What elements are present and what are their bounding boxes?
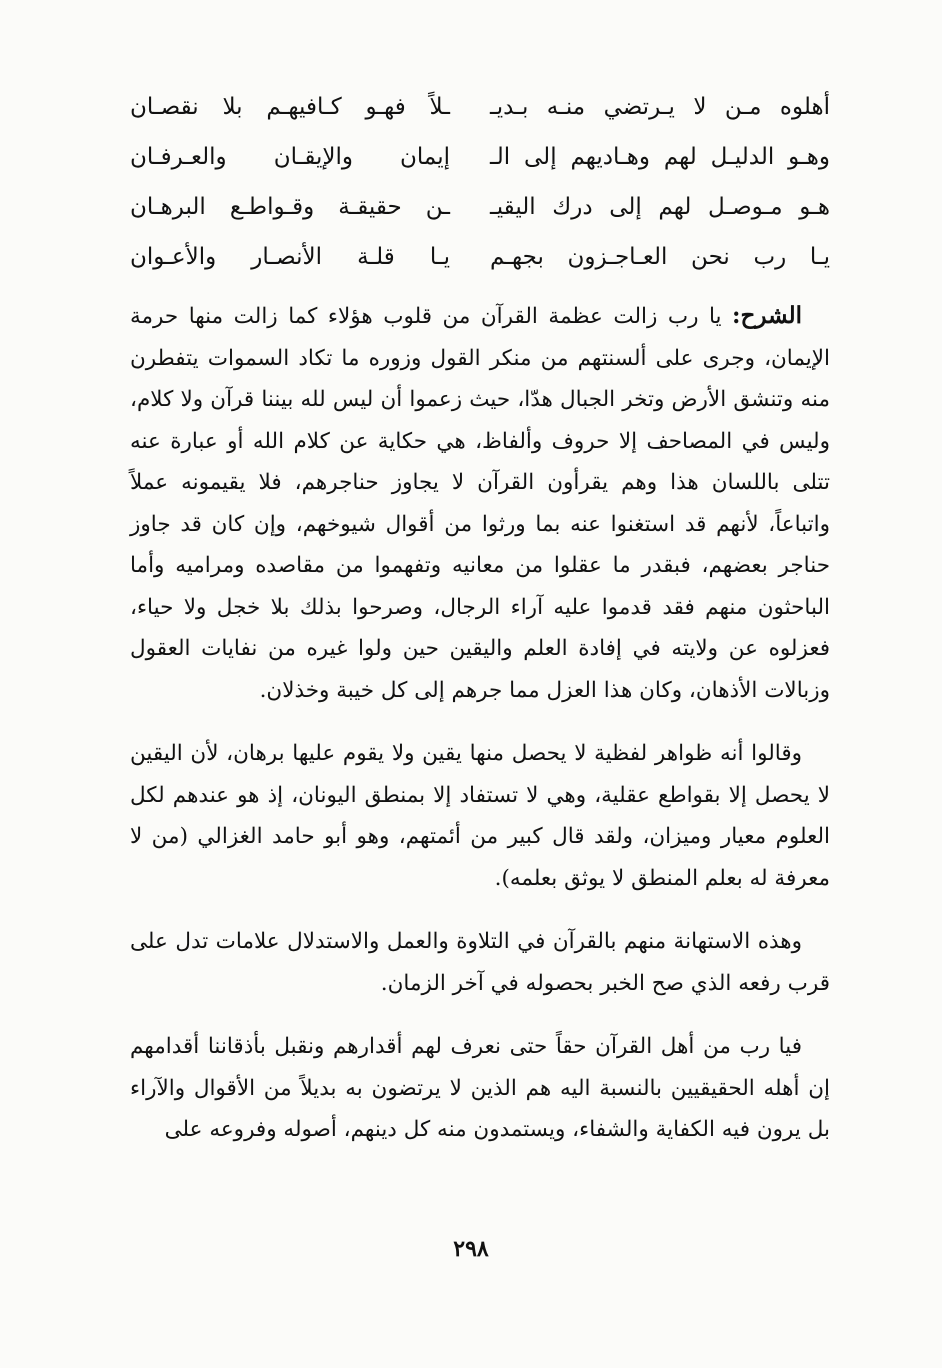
verse-first-hemistich: أهلوه مـن لا يـرتضي منـه بـديـ: [490, 94, 830, 120]
verse: [130, 82, 830, 132]
verse: [130, 232, 830, 282]
commentary-paragraph: [130, 295, 830, 711]
commentary-paragraph: وقالوا أنه ظواهر لفظية لا يحصل منها يقين ولا يقوم عليها برهان، لأن اليقين لا يحصل إلا بقواطع عقلية، وهي لا تستفاد إلا بمنطق اليونان، إذ هو عندهم لكل العلوم معيار وميزان، ولقد قال كبير من أئمتهم، وهو أبو حامد الغزالي (من لا معرفة له بعلم المنطق لا يوثق بعلمه).: [130, 741, 830, 891]
commentary-paragraph: وهذه الاستهانة منهم بالقرآن في التلاوة والعمل والاستدلال علامات تدل على قرب رفعه الذي صح الخبر بحصوله في آخر الزمان.: [130, 929, 830, 996]
verse-second-hemistich: ـلاً فهـو كـافيهـم بلا نقصـان: [130, 94, 450, 120]
verse-second-hemistich: إيمان والإيقـان والعـرفـان: [130, 144, 450, 170]
commentary-label: الشرح:: [732, 302, 802, 329]
verse-first-hemistich: وهـو الدليـل لهم وهـاديهم إلى الـ: [490, 144, 830, 170]
verse: [130, 182, 830, 232]
commentary-paragraph: فيا رب من أهل القرآن حقاً حتى نعرف لهم أقدارهم ونقبل بأذقاننا أقدامهم إن أهله الحقيقيين بالنسبة اليه هم الذين لا يرتضون به بديلاً من الأقوال والآراء بل يرون فيه الكفاية والشفاء، ويستمدون منه كل دينهم، أصوله وفروعه على: [130, 1034, 830, 1142]
verse: [130, 132, 830, 182]
verse-first-hemistich: هـو مـوصـل لهم إلى درك اليقيـ: [490, 194, 830, 220]
page-number: ٢٩٨: [453, 1236, 489, 1262]
verse-first-hemistich: يـا رب نحن العـاجـزون بجهـم: [490, 244, 830, 270]
verse-second-hemistich: ـن حقيقـة وقـواطـع البرهـان: [130, 194, 450, 220]
poem-block: [130, 82, 830, 282]
commentary-text: يا رب زالت عظمة القرآن من قلوب هؤلاء كما زالت منها حرمة الإيمان، وجرى على ألسنتهم من منكر القول وزوره ما تكاد السموات يتفطرن منه وتنشق الأرض وتخر الجبال هدّا، حيث زعموا أن ليس لله بيننا قرآن ولا كلام، وليس في المصاحف إلا حروف وألفاظ، هي حكاية عن كلام الله أو عبارة عنه تتلى باللسان هذا وهم يقرأون القرآن لا يجاوز حناجرهم، فلا يقيمونه عملاً واتباعاً، لأنهم قد استغنوا عنه بما ورثوا من أقوال شيوخهم، وإن كان قد جاوز حناجر بعضهم، فبقدر ما عقلوا من معانيه وتفهموا من مقاصده ومراميه وأما الباحثون منهم فقد قدموا عليه آراء الرجال، وصرحوا بذلك بلا خجل ولا حياء، فعزلوه عن ولايته في إفادة العلم واليقين حين ولوا غيره من نفايات العقول وزبالات الأذهان، وكان هذا العزل مما جرهم إلى كل خيبة وخذلان.: [130, 304, 830, 703]
commentary: [130, 295, 830, 1173]
verse-second-hemistich: يـا قلـة الأنصـار والأعـوان: [130, 244, 450, 270]
